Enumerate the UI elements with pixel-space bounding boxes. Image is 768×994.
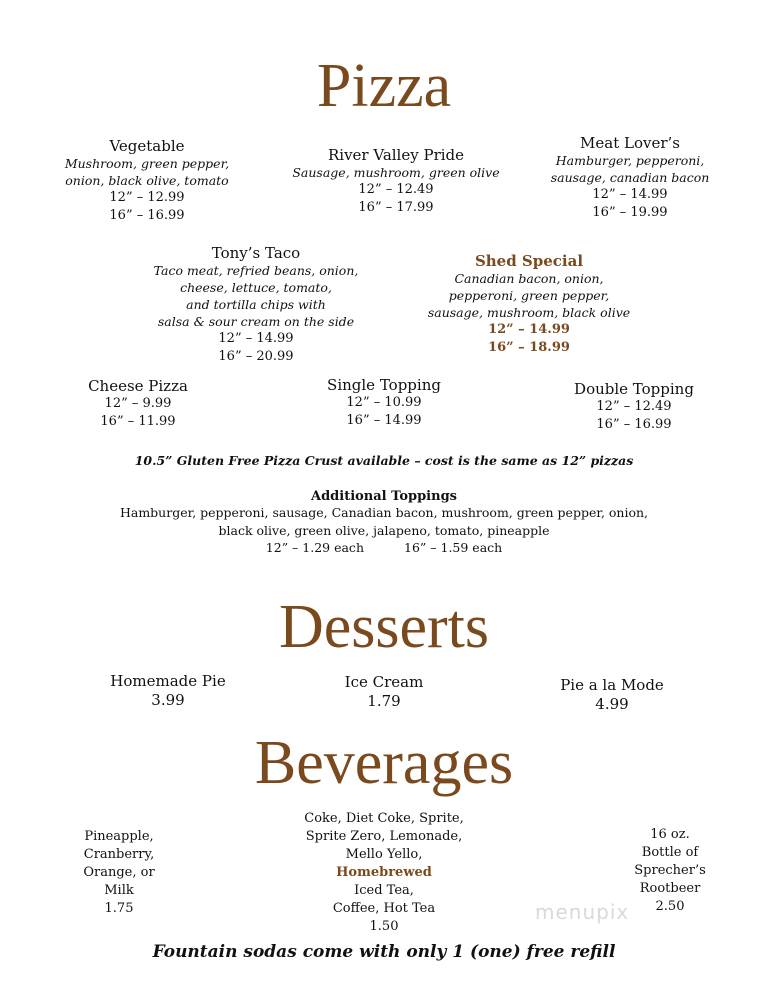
dessert-price: 4.99 <box>595 695 629 713</box>
dessert-item <box>345 673 424 711</box>
item-name: Shed Special <box>474 252 584 270</box>
dessert-item <box>110 672 225 710</box>
item-price: 12” – 10.99 <box>346 395 422 410</box>
menu-item-shed-special <box>428 252 630 356</box>
beverage-line: Rootbeer <box>639 881 701 896</box>
dessert-name: Homemade Pie <box>110 672 226 690</box>
desserts-heading: Desserts <box>278 593 490 661</box>
topping-price-12: 12” – 1.29 each <box>265 540 364 555</box>
item-price: 16” – 18.99 <box>488 339 570 355</box>
beverage-line: Coffee, Hot Tea <box>332 901 436 916</box>
item-desc: salsa & sour cream on the side <box>157 314 355 329</box>
topping-price-16: 16” – 1.59 each <box>403 540 503 555</box>
item-desc: cheese, lettuce, tomato, <box>180 280 332 295</box>
beverage-price: 1.50 <box>369 919 399 934</box>
additional-toppings <box>120 489 648 557</box>
item-price: 12” – 12.49 <box>596 399 672 414</box>
beverage-line: Cranberry, <box>83 847 155 862</box>
beverage-line: Sprite Zero, Lemonade, <box>305 829 463 844</box>
gluten-free-note: 10.5” Gluten Free Pizza Crust available – cost is the same as 12” pizzas <box>134 453 634 468</box>
item-desc: Sausage, mushroom, green olive <box>292 165 500 180</box>
dessert-item <box>560 676 664 714</box>
item-price: 12” – 12.49 <box>358 182 434 197</box>
homebrewed-label: Homebrewed <box>336 865 432 880</box>
item-desc: sausage, mushroom, black olive <box>427 305 631 320</box>
beverage-line: 16 oz. <box>650 827 690 842</box>
item-price: 12” – 12.99 <box>109 190 185 205</box>
menu-item-river-valley-pride <box>292 146 499 216</box>
item-desc: onion, black olive, tomato <box>65 173 229 188</box>
beverages-heading: Beverages <box>254 729 514 797</box>
item-desc: Taco meat, refried beans, onion, <box>153 263 359 278</box>
beverage-line: Sprecher’s <box>634 863 706 878</box>
menu-item-tonys-taco <box>154 244 359 365</box>
beverage-rootbeer <box>634 826 706 916</box>
item-desc: and tortilla chips with <box>186 297 326 312</box>
item-desc: pepperoni, green pepper, <box>448 288 610 303</box>
pizza-heading: Pizza <box>316 52 452 120</box>
item-desc: Canadian bacon, onion, <box>454 271 604 286</box>
item-price: 16” – 19.99 <box>592 204 668 220</box>
additional-toppings-list: Hamburger, pepperoni, sausage, Canadian bacon, mushroom, green pepper, onion, <box>119 505 649 520</box>
item-name: Single Topping <box>327 376 441 394</box>
menu-item-vegetable <box>65 137 229 224</box>
beverage-line: Mello Yello, <box>345 847 423 862</box>
item-name: Cheese Pizza <box>88 377 188 395</box>
item-desc: sausage, canadian bacon <box>550 170 710 185</box>
item-price: 16” – 20.99 <box>218 348 294 364</box>
menu-item-double-topping <box>574 380 694 433</box>
item-desc: Hamburger, pepperoni, <box>555 153 705 168</box>
item-name: Tony’s Taco <box>211 244 301 262</box>
dessert-name: Ice Cream <box>344 673 424 691</box>
menu-item-cheese-pizza <box>88 377 188 430</box>
item-name: Meat Lover’s <box>580 134 680 152</box>
menu-item-meat-lovers <box>551 134 710 221</box>
item-desc: Mushroom, green pepper, <box>64 156 230 171</box>
item-name: Double Topping <box>574 380 694 398</box>
refill-note: Fountain sodas come with only 1 (one) free refill <box>152 942 616 962</box>
dessert-price: 3.99 <box>151 691 185 709</box>
additional-toppings-title: Additional Toppings <box>310 489 457 504</box>
dessert-price: 1.79 <box>367 692 401 710</box>
beverage-line: Iced Tea, <box>354 883 414 898</box>
dessert-name: Pie a la Mode <box>560 676 664 694</box>
item-price: 16” – 16.99 <box>109 207 185 223</box>
menu-item-single-topping <box>327 376 441 429</box>
beverage-line: Orange, or <box>83 865 155 880</box>
item-price: 16” – 11.99 <box>100 413 176 429</box>
beverage-line: Milk <box>104 883 134 898</box>
item-price: 16” – 16.99 <box>596 416 672 432</box>
item-price: 12” – 14.99 <box>592 187 668 202</box>
beverage-line: Pineapple, <box>84 829 154 844</box>
additional-toppings-prices <box>120 539 648 557</box>
beverage-line: Bottle of <box>641 845 699 860</box>
item-price: 16” – 14.99 <box>346 412 422 428</box>
item-name: River Valley Pride <box>327 146 465 164</box>
beverage-juice-milk <box>83 828 154 918</box>
beverage-line: Coke, Diet Coke, Sprite, <box>304 811 464 826</box>
watermark: menupix <box>535 900 630 924</box>
beverage-fountain <box>304 810 464 936</box>
item-price: 12” – 14.99 <box>218 331 294 346</box>
beverage-price: 2.50 <box>655 899 685 914</box>
beverage-price: 1.75 <box>104 901 134 916</box>
item-price: 16” – 17.99 <box>358 199 434 215</box>
item-price: 12” – 9.99 <box>104 396 172 411</box>
item-name: Vegetable <box>109 137 185 155</box>
additional-toppings-list: black olive, green olive, jalapeno, tomato, pineapple <box>218 522 550 538</box>
item-price: 12” – 14.99 <box>488 322 570 337</box>
